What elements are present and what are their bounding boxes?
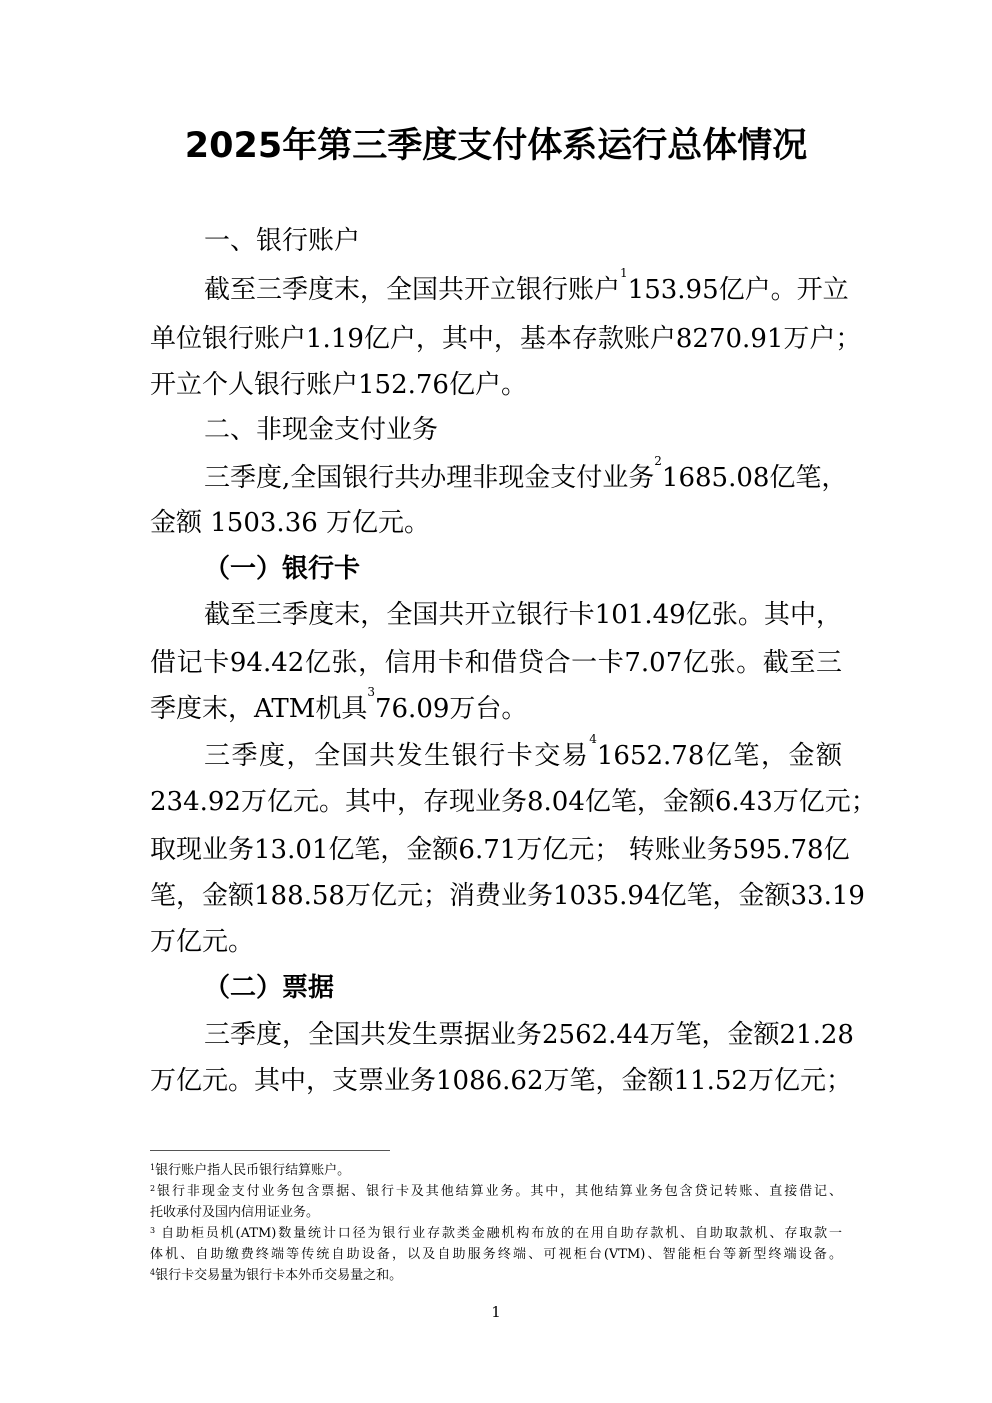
paragraph-line: 单位银行账户1.19亿户，其中，基本存款账户8270.91万户； [150,324,862,354]
footnote-3: $^3$ 自助柜员机(ATM)数量统计口径为银行业存款类金融机构布放的在用自助存款机、自助取款机、存取款一 [150,1226,842,1241]
footnote-ref: 4 [589,732,597,746]
footnote-ref: 3 [367,685,375,699]
paragraph-line: 借记卡94.42亿张，信用卡和借贷合一卡7.07亿张。截至三 [150,648,842,678]
subsection-heading-bank-cards: （一）银行卡 [204,554,361,584]
footnote-4: $^4$银行卡交易量为银行卡本外币交易量之和。 [150,1268,403,1283]
footnote-3-continued: 体机、自助缴费终端等传统自助设备，以及自助服务终端、可视柜台(VTM)、智能柜台等新型终端设备。 [150,1247,842,1262]
section-heading-bank-accounts: 一、银行账户 [204,226,361,256]
paragraph-line: 截至三季度末，全国共开立银行账户$^1$153.95亿户。开立 [204,266,849,305]
paragraph-line: 234.92万亿元。其中，存现业务8.04亿笔，金额6.43万亿元； [150,787,877,817]
paragraph-line: 截至三季度末，全国共开立银行卡101.49亿张。其中， [204,600,842,630]
paragraph-line: 季度末，ATM机具$^3$76.09万台。 [150,685,528,724]
document-title: 2025年第三季度支付体系运行总体情况 [184,126,808,166]
subsection-heading-bills: （二）票据 [204,973,335,1003]
paragraph-line: 开立个人银行账户152.76亿户。 [150,370,527,400]
paragraph-line: 三季度，全国共发生银行卡交易$^4$1652.78亿笔，金额 [204,732,842,771]
paragraph-line: 金额 1503.36 万亿元。 [150,508,431,538]
section-heading-noncash-payment: 二、非现金支付业务 [204,415,439,445]
footnote-ref: 2 [654,454,662,468]
paragraph-line: 三季度，全国共发生票据业务2562.44万笔，金额21.28 [204,1020,854,1050]
paragraph-line: 万亿元。 [150,927,255,957]
footnote-1: $^1$银行账户指人民币银行结算账户。 [150,1163,351,1178]
paragraph-line: 三季度,全国银行共办理非现金支付业务$^2$1685.08亿笔， [204,454,848,493]
paragraph-line: 万亿元。其中，支票业务1086.62万笔，金额11.52万亿元； [150,1066,852,1096]
footnote-2-continued: 托收承付及国内信用证业务。 [150,1205,320,1220]
footnote-ref: 1 [620,266,628,280]
paragraph-line: 笔，金额188.58万亿元；消费业务1035.94亿笔，金额33.19 [150,881,865,911]
paragraph-line: 取现业务13.01亿笔，金额6.71万亿元； 转账业务595.78亿 [150,835,850,865]
page-number: 1 [491,1303,501,1321]
footnote-separator [150,1150,390,1151]
footnote-2: $^2$银行非现金支付业务包含票据、银行卡及其他结算业务。其中，其他结算业务包含贷记转账、直接借记、 [150,1184,842,1199]
